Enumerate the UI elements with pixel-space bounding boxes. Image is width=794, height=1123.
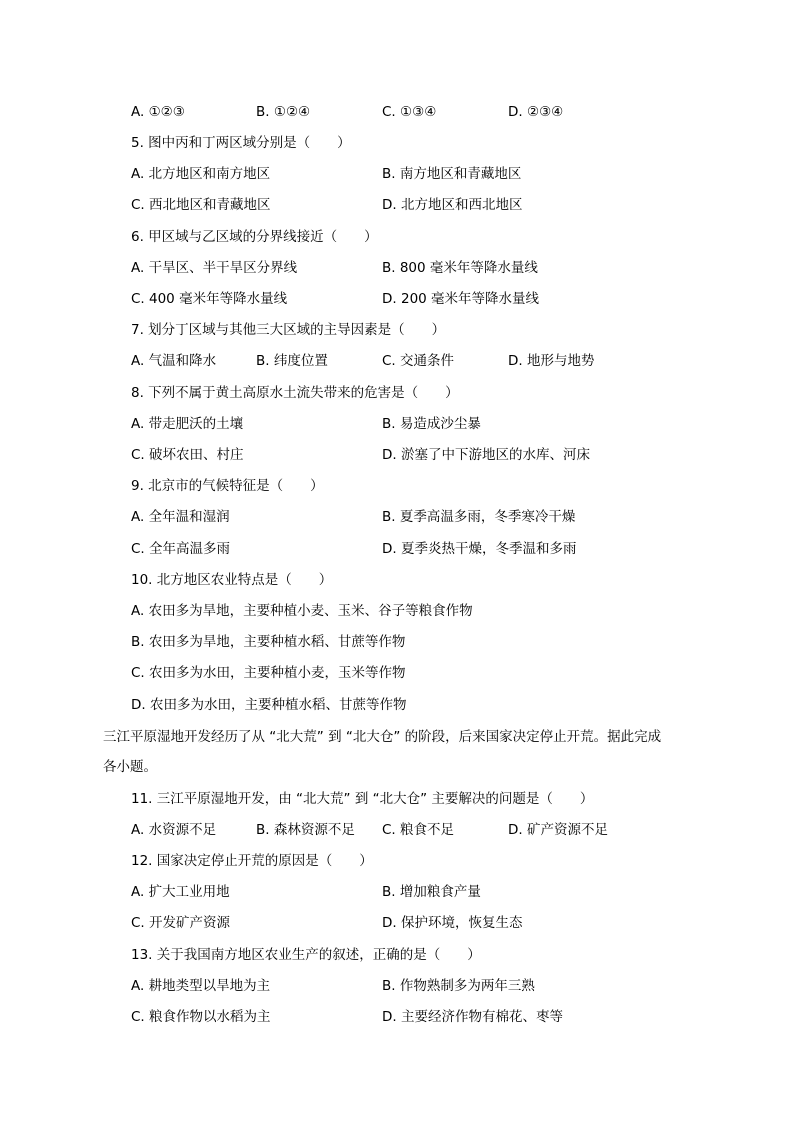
answer-option: A. 带走肥沃的土壤	[131, 416, 244, 432]
question-text: 5. 图中丙和丁两区域分别是（ ）	[131, 135, 351, 151]
answer-option: C. ①③④	[382, 104, 437, 120]
answer-option: D. 地形与地势	[508, 353, 595, 369]
answer-option: B. 森林资源不足	[256, 822, 355, 838]
answer-option: C. 400 毫米年等降水量线	[131, 291, 288, 307]
answer-option: C. 西北地区和青藏地区	[131, 197, 271, 213]
answer-option: C. 农田多为水田，主要种植小麦，玉米等作物	[131, 665, 406, 681]
question-text: 9. 北京市的气候特征是（ ）	[131, 478, 324, 494]
answer-option: B. 夏季高温多雨，冬季寒冷干燥	[382, 509, 576, 525]
answer-option: A. 水资源不足	[131, 822, 217, 838]
answer-option: D. 主要经济作物有棉花、枣等	[382, 1009, 563, 1025]
question-text: 13. 关于我国南方地区农业生产的叙述，正确的是（ ）	[131, 947, 481, 963]
answer-option: C. 破坏农田、村庄	[131, 447, 244, 463]
answer-option: D. 淤塞了中下游地区的水库、河床	[382, 447, 590, 463]
answer-option: B. 作物熟制多为两年三熟	[382, 978, 535, 994]
answer-option: D. 矿产资源不足	[508, 822, 608, 838]
answer-option: A. 干旱区、半干旱区分界线	[131, 260, 298, 276]
answer-option: A. ①②③	[131, 104, 185, 120]
answer-option: D. 农田多为水田，主要种植水稻、甘蔗等作物	[131, 697, 407, 713]
answer-option: B. 纬度位置	[256, 353, 328, 369]
answer-option: C. 交通条件	[382, 353, 455, 369]
answer-option: C. 粮食不足	[382, 822, 455, 838]
answer-option: B. 易造成沙尘暴	[382, 416, 481, 432]
answer-option: D. 200 毫米年等降水量线	[382, 291, 540, 307]
question-text: 12. 国家决定停止开荒的原因是（ ）	[131, 853, 373, 869]
answer-option: B. 增加粮食产量	[382, 884, 481, 900]
answer-option: D. 北方地区和西北地区	[382, 197, 523, 213]
question-text: 10. 北方地区农业特点是（ ）	[131, 572, 333, 588]
answer-option: A. 气温和降水	[131, 353, 217, 369]
question-text: 8. 下列不属于黄土高原水土流失带来的危害是（ ）	[131, 385, 459, 401]
answer-option: B. ①②④	[256, 104, 311, 120]
answer-option: A. 扩大工业用地	[131, 884, 230, 900]
answer-option: A. 耕地类型以旱地为主	[131, 978, 271, 994]
passage-line: 各小题。	[103, 759, 157, 775]
answer-option: C. 开发矿产资源	[131, 915, 231, 931]
passage-line: 三江平原湿地开发经历了从 “北大荒” 到 “北大仓” 的阶段，后来国家决定停止开荒。据此完成	[103, 729, 662, 745]
question-text: 6. 甲区域与乙区域的分界线接近（ ）	[131, 229, 378, 245]
answer-option: C. 粮食作物以水稻为主	[131, 1009, 271, 1025]
answer-option: D. 夏季炎热干燥，冬季温和多雨	[382, 541, 577, 557]
answer-option: C. 全年高温多雨	[131, 541, 231, 557]
answer-option: A. 北方地区和南方地区	[131, 166, 271, 182]
answer-option: B. 南方地区和青藏地区	[382, 166, 522, 182]
question-text: 7. 划分丁区域与其他三大区域的主导因素是（ ）	[131, 322, 446, 338]
answer-option: D. ②③④	[508, 104, 564, 120]
question-text: 11. 三江平原湿地开发，由 “北大荒” 到 “北大仓” 主要解决的问题是（ ）	[131, 791, 594, 807]
answer-option: A. 农田多为旱地，主要种植小麦、玉米、谷子等粮食作物	[131, 603, 473, 619]
answer-option: A. 全年温和湿润	[131, 509, 230, 525]
answer-option: B. 800 毫米年等降水量线	[382, 260, 538, 276]
answer-option: B. 农田多为旱地，主要种植水稻、甘蔗等作物	[131, 634, 406, 650]
answer-option: D. 保护环境，恢复生态	[382, 915, 523, 931]
